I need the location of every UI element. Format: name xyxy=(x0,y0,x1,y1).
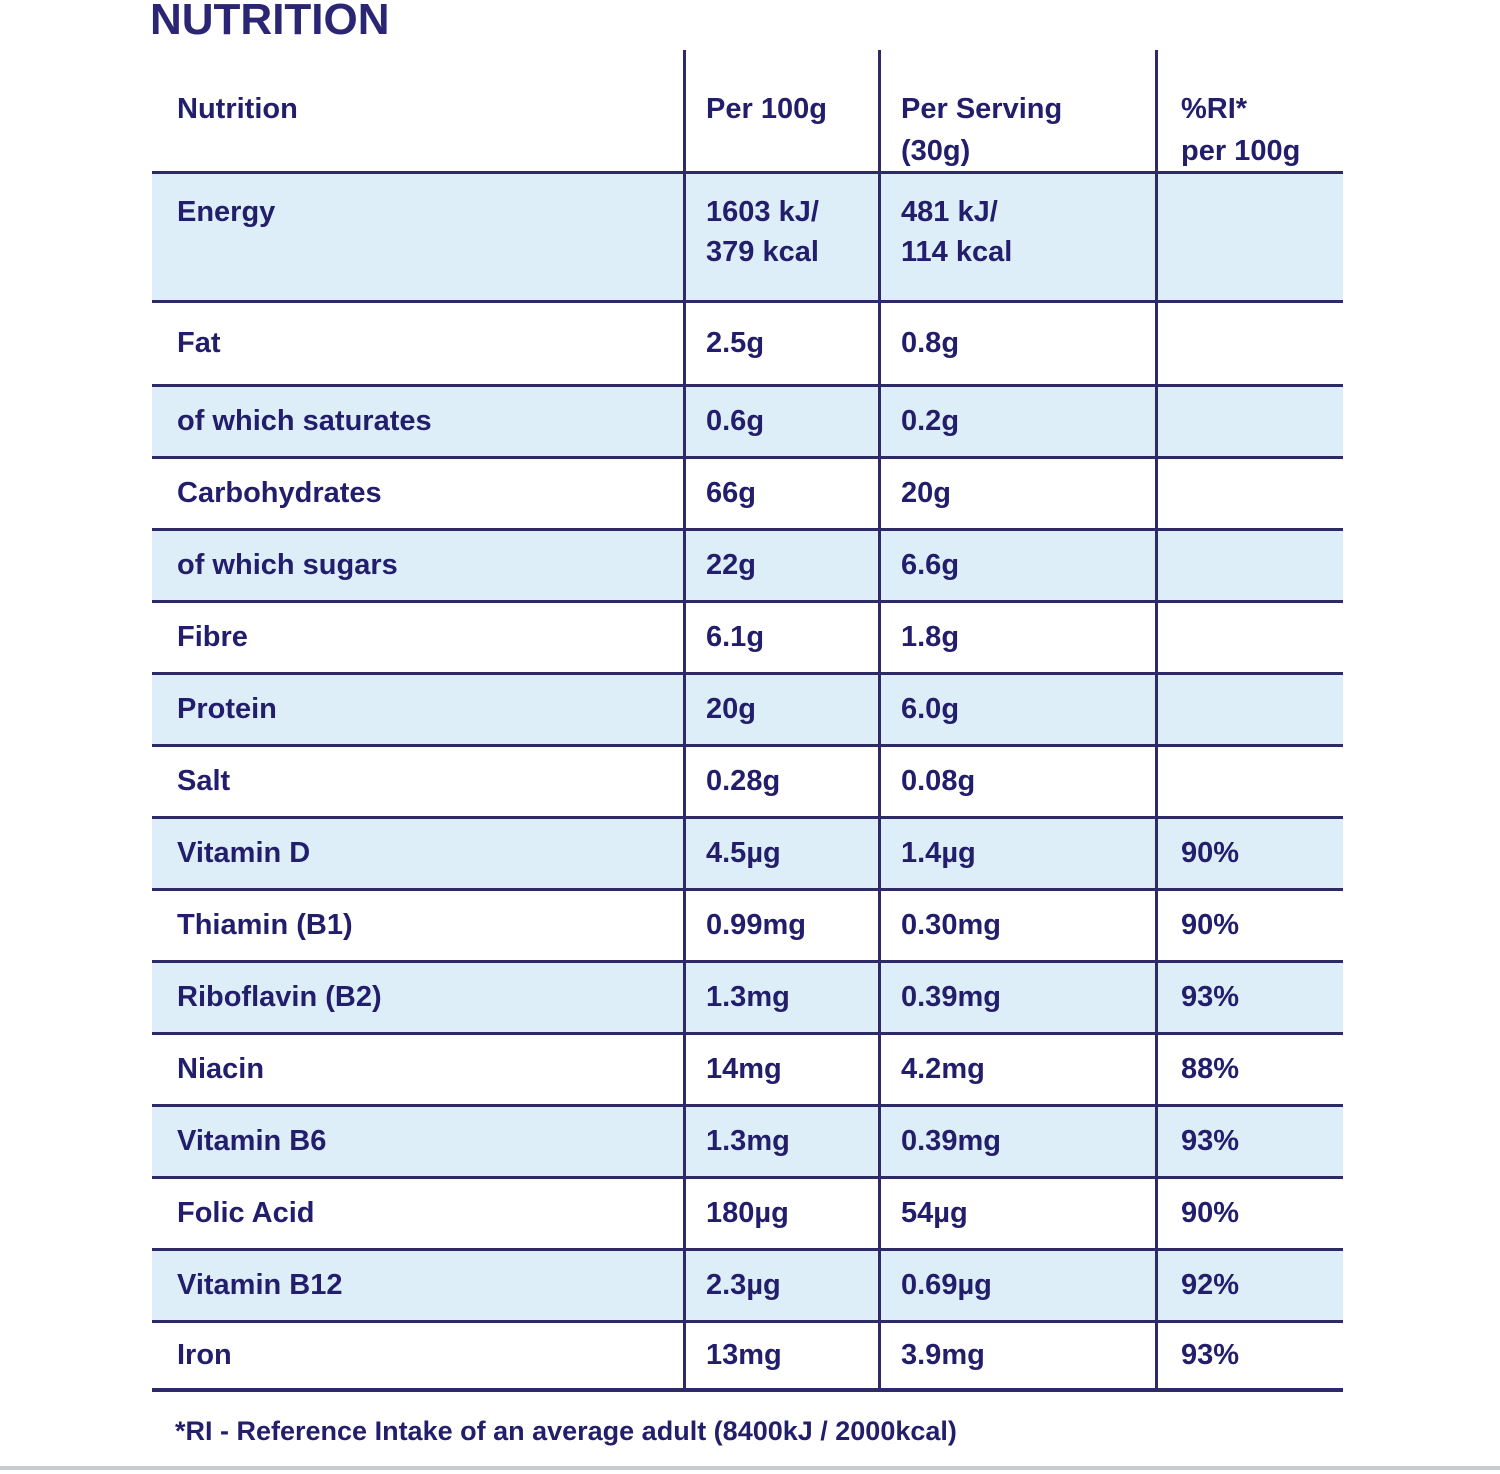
per-100g-value: 180µg xyxy=(683,1179,878,1248)
per-serving-value: 3.9mg xyxy=(878,1323,1155,1388)
nutrient-label: of which saturates xyxy=(177,404,432,437)
ri-value: 93% xyxy=(1155,963,1343,1032)
column-header-nutrition: Nutrition xyxy=(177,93,298,125)
bottom-divider xyxy=(0,1466,1500,1470)
per-100g-value: 0.99mg xyxy=(683,891,878,960)
per-serving-value: 0.30mg xyxy=(878,891,1155,960)
ri-value xyxy=(1155,174,1343,300)
nutrient-label: Niacin xyxy=(177,1052,265,1085)
table-row-fat xyxy=(152,300,1343,384)
per-100g-value: 4.5µg xyxy=(683,819,878,888)
nutrient-label: Protein xyxy=(177,692,277,725)
table-row-fibre xyxy=(152,600,1343,672)
nutrient-label: Riboflavin (B2) xyxy=(177,980,382,1013)
nutrient-label: Fibre xyxy=(177,620,248,653)
per-100g-value: 2.3µg xyxy=(683,1251,878,1320)
per-serving-value: 0.69µg xyxy=(878,1251,1155,1320)
per-100g-value: 20g xyxy=(683,675,878,744)
table-row-riboflavin-b2 xyxy=(152,960,1343,1032)
nutrient-label: Vitamin B12 xyxy=(177,1268,343,1301)
nutrient-label: Vitamin D xyxy=(177,836,311,869)
table-row-niacin xyxy=(152,1032,1343,1104)
ri-value xyxy=(1155,459,1343,528)
per-100g-value: 1.3mg xyxy=(683,1107,878,1176)
energy-per-serving-kcal: 114 kcal xyxy=(901,236,1013,268)
column-header-ri xyxy=(1155,50,1343,171)
per-100g-value: 0.6g xyxy=(683,387,878,456)
ri-value xyxy=(1155,531,1343,600)
nutrient-label: Folic Acid xyxy=(177,1196,315,1229)
per-100g-value: 22g xyxy=(683,531,878,600)
ri-value: 93% xyxy=(1155,1323,1343,1388)
per-serving-value: 0.39mg xyxy=(878,963,1155,1032)
table-row-energy xyxy=(152,171,1343,300)
nutrient-label: Salt xyxy=(177,764,231,797)
per-serving-value: 1.4µg xyxy=(878,819,1155,888)
nutrient-label: Energy xyxy=(177,196,276,228)
ri-value: 90% xyxy=(1155,819,1343,888)
nutrient-label: Fat xyxy=(177,326,221,359)
table-row-sugars xyxy=(152,528,1343,600)
table-row-carbohydrates xyxy=(152,456,1343,528)
per-serving-value: 4.2mg xyxy=(878,1035,1155,1104)
table-header-row xyxy=(152,50,1343,171)
ri-value xyxy=(1155,387,1343,456)
table-row-saturates xyxy=(152,384,1343,456)
table-row-vitamin-d xyxy=(152,816,1343,888)
per-100g-value: 2.5g xyxy=(683,303,878,384)
nutrition-table xyxy=(152,50,1343,1392)
energy-per-100g-kcal: 379 kcal xyxy=(706,236,819,268)
per-100g-value: 1.3mg xyxy=(683,963,878,1032)
nutrient-label: Thiamin (B1) xyxy=(177,908,353,941)
ri-value xyxy=(1155,747,1343,816)
per-serving-header-line2: (30g) xyxy=(901,135,971,167)
table-row-protein xyxy=(152,672,1343,744)
per-100g-value xyxy=(683,174,878,300)
reference-intake-footnote: *RI - Reference Intake of an average adult (8400kJ / 2000kcal) xyxy=(175,1416,957,1446)
table-row-salt xyxy=(152,744,1343,816)
per-serving-value: 6.6g xyxy=(878,531,1155,600)
ri-value xyxy=(1155,675,1343,744)
page-title: NUTRITION xyxy=(150,0,390,44)
per-serving-value: 6.0g xyxy=(878,675,1155,744)
per-100g-value: 6.1g xyxy=(683,603,878,672)
ri-value: 88% xyxy=(1155,1035,1343,1104)
ri-value: 90% xyxy=(1155,891,1343,960)
per-serving-value: 54µg xyxy=(878,1179,1155,1248)
ri-value: 90% xyxy=(1155,1179,1343,1248)
per-100g-value: 66g xyxy=(683,459,878,528)
nutrient-label: Carbohydrates xyxy=(177,476,382,509)
nutrient-label: Iron xyxy=(177,1338,232,1371)
ri-value: 92% xyxy=(1155,1251,1343,1320)
per-serving-value: 0.39mg xyxy=(878,1107,1155,1176)
per-serving-value: 0.08g xyxy=(878,747,1155,816)
column-header-per-serving xyxy=(878,50,1155,171)
ri-value: 93% xyxy=(1155,1107,1343,1176)
table-row-iron xyxy=(152,1320,1343,1392)
per-100g-value: 13mg xyxy=(683,1323,878,1388)
nutrient-label: of which sugars xyxy=(177,548,398,581)
ri-header-line2: per 100g xyxy=(1181,135,1301,167)
per-100g-value: 0.28g xyxy=(683,747,878,816)
table-row-vitamin-b6 xyxy=(152,1104,1343,1176)
per-serving-value: 1.8g xyxy=(878,603,1155,672)
per-serving-header-line1: Per Serving xyxy=(901,93,1063,125)
column-header-per-100g: Per 100g xyxy=(683,50,878,171)
per-serving-value: 0.2g xyxy=(878,387,1155,456)
ri-header-line1: %RI* xyxy=(1181,93,1248,125)
per-100g-value: 14mg xyxy=(683,1035,878,1104)
table-row-folic-acid xyxy=(152,1176,1343,1248)
energy-per-100g-kj: 1603 kJ/ xyxy=(706,196,819,228)
per-serving-value: 0.8g xyxy=(878,303,1155,384)
table-row-thiamin-b1 xyxy=(152,888,1343,960)
table-row-vitamin-b12 xyxy=(152,1248,1343,1320)
ri-value xyxy=(1155,303,1343,384)
nutrient-label: Vitamin B6 xyxy=(177,1124,327,1157)
energy-per-serving-kj: 481 kJ/ xyxy=(901,196,998,228)
per-serving-value xyxy=(878,174,1155,300)
per-serving-value: 20g xyxy=(878,459,1155,528)
ri-value xyxy=(1155,603,1343,672)
